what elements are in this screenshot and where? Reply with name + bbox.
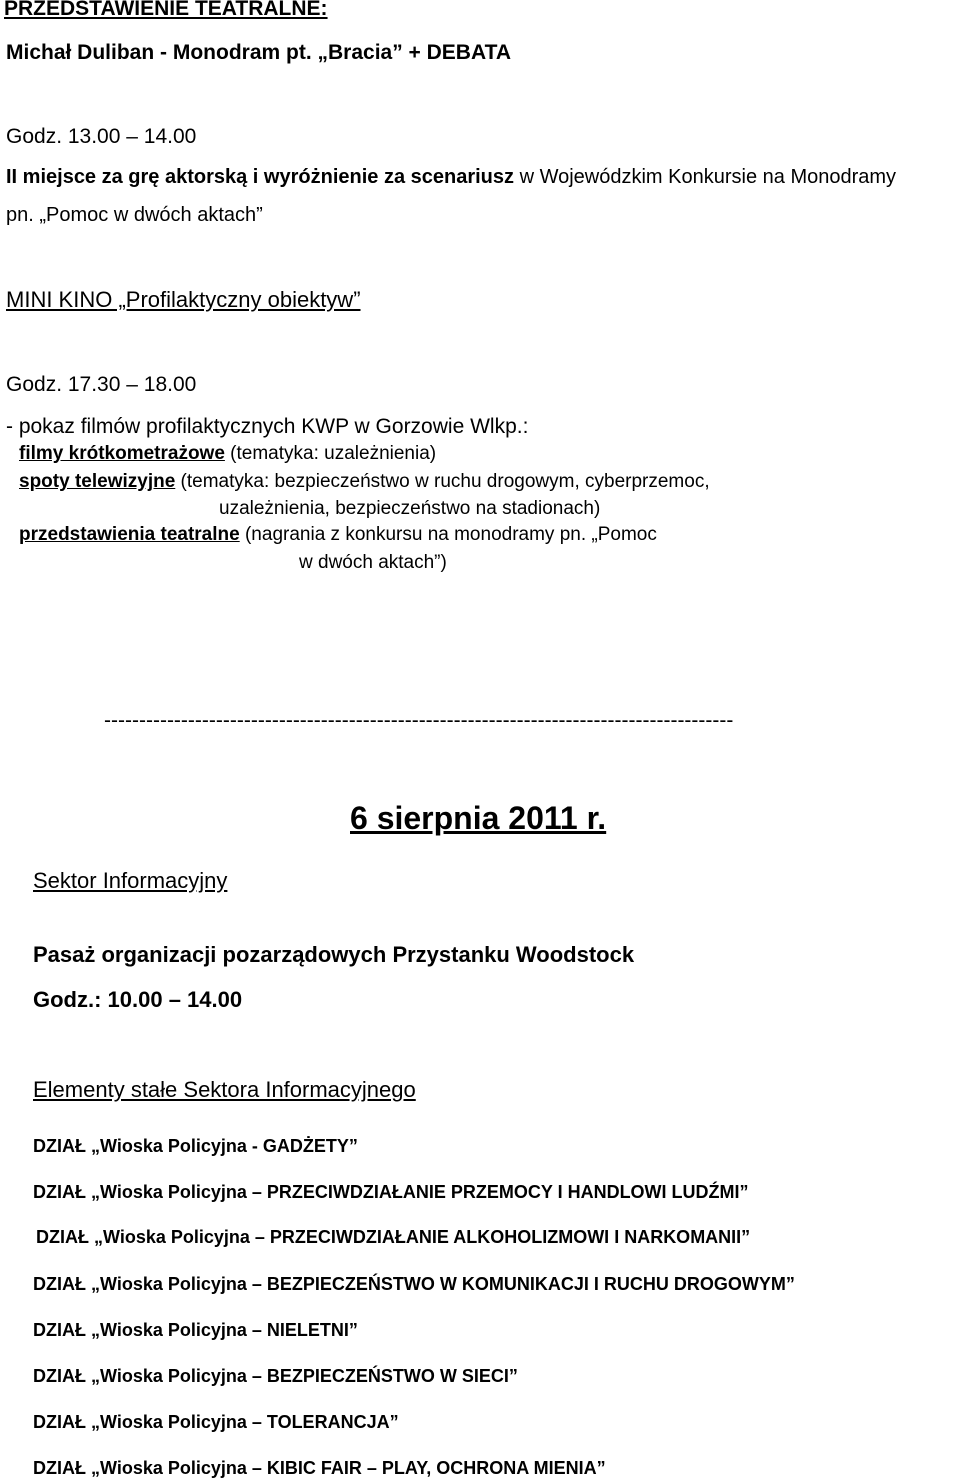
film-item-text: (tematyka: uzależnienia) bbox=[224, 443, 437, 464]
film-item-2 bbox=[19, 471, 710, 493]
film-item-label: filmy krótkometrażowe bbox=[19, 443, 225, 464]
department-item: DZIAŁ „Wioska Policyjna – PRZECIWDZIAŁANIE ALKOHOLIZMOWI I NARKOMANII” bbox=[36, 1227, 751, 1247]
department-item: DZIAŁ „Wioska Policyjna – PRZECIWDZIAŁANIE PRZEMOCY I HANDLOWI LUDŹMI” bbox=[33, 1182, 749, 1202]
location: Pasaż organizacji pozarządowych Przystanku Woodstock bbox=[33, 942, 635, 967]
film-item-1 bbox=[19, 443, 436, 465]
department-item: DZIAŁ „Wioska Policyjna – TOLERANCJA” bbox=[33, 1412, 399, 1432]
event-date: 6 sierpnia 2011 r. bbox=[350, 800, 607, 836]
film-item-label: spoty telewizyjne bbox=[19, 471, 176, 492]
department-item: DZIAŁ „Wioska Policyjna – BEZPIECZEŃSTWO W SIECI” bbox=[33, 1366, 518, 1386]
department-item: DZIAŁ „Wioska Policyjna – BEZPIECZEŃSTWO W KOMUNIKACJI I RUCHU DROGOWYM” bbox=[33, 1274, 795, 1294]
film-item-label: przedstawienia teatralne bbox=[19, 524, 240, 545]
department-item: DZIAŁ „Wioska Policyjna – KIBIC FAIR – PLAY, OCHRONA MIENIA” bbox=[33, 1458, 606, 1478]
theatre-time: Godz. 13.00 – 14.00 bbox=[6, 125, 197, 148]
minikino-time: Godz. 17.30 – 18.00 bbox=[6, 373, 197, 396]
film-item-text: (tematyka: bezpieczeństwo w ruchu drogowym, cyberprzemoc, bbox=[175, 471, 710, 492]
film-item-3 bbox=[19, 524, 657, 546]
sector-name: Sektor Informacyjny bbox=[33, 868, 228, 893]
theatre-heading: PRZEDSTAWIENIE TEATRALNE: bbox=[4, 0, 328, 20]
film-item-3-cont: w dwóch aktach”) bbox=[299, 552, 447, 573]
elements-title: Elementy stałe Sektora Informacyjnego bbox=[33, 1077, 416, 1102]
day-time: Godz.: 10.00 – 14.00 bbox=[33, 987, 243, 1012]
award-bold-text: II miejsce za grę aktorską i wyróżnienie za scenariusz bbox=[6, 166, 515, 188]
separator-line: ------------------------------------------------------------------------------------------ bbox=[104, 709, 734, 732]
theatre-award-line2: pn. „Pomoc w dwóch aktach” bbox=[6, 204, 263, 226]
theatre-title: Michał Duliban - Monodram pt. „Bracia” + DEBATA bbox=[6, 41, 512, 64]
department-item: DZIAŁ „Wioska Policyjna – NIELETNI” bbox=[33, 1320, 358, 1340]
department-item: DZIAŁ „Wioska Policyjna - GADŻETY” bbox=[33, 1136, 358, 1156]
film-item-text: (nagrania z konkursu na monodramy pn. „Pomoc bbox=[239, 524, 657, 545]
theatre-award bbox=[6, 166, 896, 189]
film-item-2-cont: uzależnienia, bezpieczeństwo na stadionach) bbox=[219, 498, 601, 519]
minikino-intro: - pokaz filmów profilaktycznych KWP w Gorzowie Wlkp.: bbox=[6, 415, 529, 438]
award-rest-text: w Wojewódzkim Konkursie na Monodramy bbox=[519, 166, 897, 188]
minikino-title: MINI KINO „Profilaktyczny obiektyw” bbox=[6, 287, 361, 312]
